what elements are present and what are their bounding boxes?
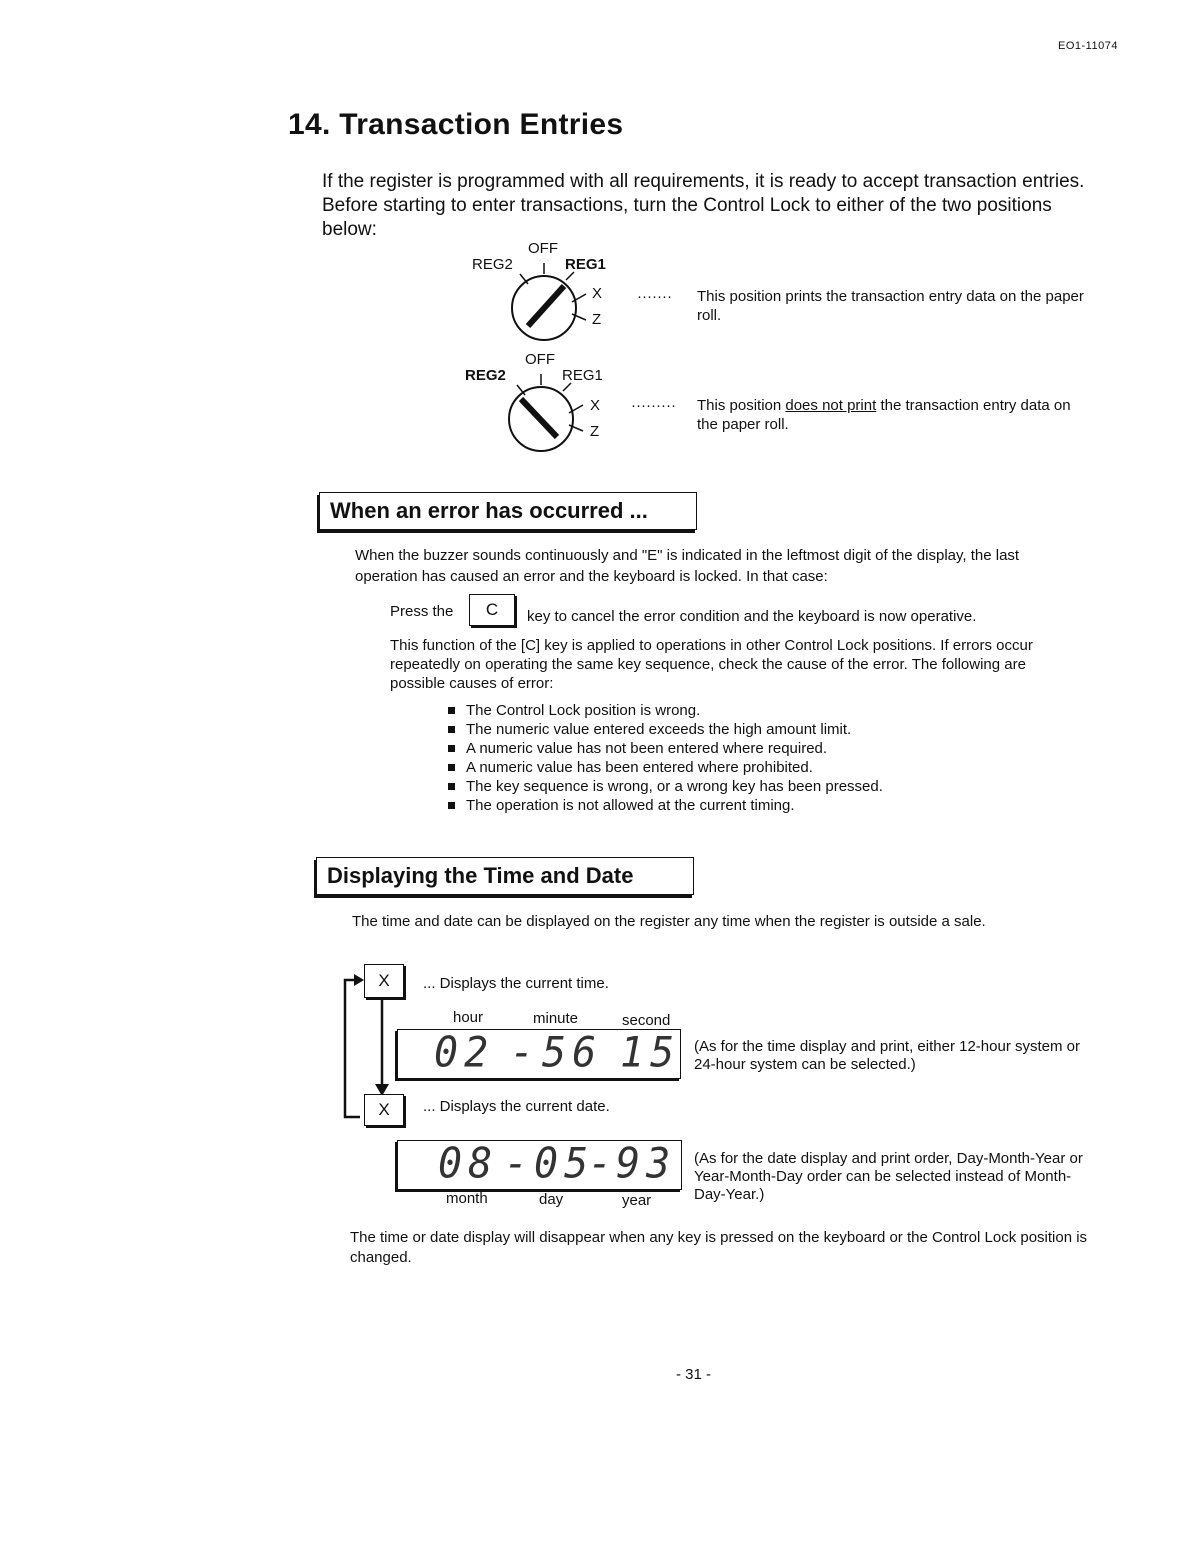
lock-label-reg2: REG2: [465, 367, 506, 384]
leader-dots: ·······: [637, 288, 672, 305]
x-key-icon: X: [364, 1094, 404, 1126]
desc-text: the transaction entry data on the paper roll.: [697, 397, 1071, 433]
lock-label-off: OFF: [525, 351, 555, 368]
lock-dial-icon: [497, 369, 600, 459]
date-label-month: month: [446, 1190, 488, 1207]
error-causes-list: [448, 701, 883, 815]
list-item: The numeric value entered exceeds the high amount limit.: [448, 720, 883, 739]
list-item: The key sequence is wrong, or a wrong key has been pressed.: [448, 777, 883, 796]
lock-label-z: Z: [592, 311, 602, 328]
time-date-intro: The time and date can be displayed on the register any time when the register is outside a sale.: [352, 913, 986, 930]
date-day-digits: 05: [534, 1139, 595, 1189]
date-separator: -: [504, 1139, 535, 1189]
time-separator: -: [510, 1028, 541, 1078]
page-number: - 31 -: [676, 1366, 712, 1383]
leader-dots: ·········: [631, 397, 676, 414]
lock-position-1-description: This position prints the transaction entry data on the paper roll.: [697, 288, 1084, 324]
lock-dial-icon: [500, 258, 603, 348]
press-text-rest: key to cancel the error condition and the keyboard is now operative.: [527, 608, 977, 625]
time-display: [397, 1029, 681, 1079]
error-paragraph: When the buzzer sounds continuously and "E" is indicated in the leftmost digit of the display, the last operation has caused an error and the keyboard is locked. In that case:: [355, 547, 1020, 585]
lock-label-x: X: [590, 397, 601, 414]
error-paragraph-2: This function of the [C] key is applied to operations in other Control Lock positions. If errors occur repeatedly on operating the same key sequence, check the cause of the error. The following are possible causes of error:: [390, 637, 1033, 692]
time-label-hour: hour: [453, 1009, 484, 1026]
lock-label-reg2: REG2: [472, 256, 513, 273]
lock-label-x: X: [592, 285, 603, 302]
date-label-day: day: [539, 1191, 564, 1208]
list-item: The Control Lock position is wrong.: [448, 701, 883, 720]
list-item: A numeric value has not been entered where required.: [448, 739, 883, 758]
x-key-icon: X: [364, 964, 404, 998]
lock-label-z: Z: [590, 423, 600, 440]
time-hour-digits: 02: [434, 1028, 495, 1078]
error-section-heading: When an error has occurred ...: [319, 492, 697, 530]
press-text: Press the: [390, 603, 454, 620]
desc-emphasis: does not print: [785, 397, 877, 414]
time-minute-digits: 56: [542, 1028, 603, 1078]
lock-label-reg1: REG1: [565, 256, 606, 273]
date-separator: -: [588, 1139, 619, 1189]
time-label-second: second: [622, 1012, 671, 1029]
date-display: [397, 1140, 682, 1190]
list-item: The operation is not allowed at the current timing.: [448, 796, 883, 815]
time-label-minute: minute: [533, 1010, 579, 1027]
desc-text: This position: [697, 397, 786, 414]
document-code: EO1-11074: [1058, 40, 1118, 52]
time-second-digits: 15: [620, 1028, 681, 1078]
time-date-section-heading: Displaying the Time and Date: [316, 857, 694, 895]
lock-position-2-description: [697, 396, 1092, 434]
time-note: (As for the time display and print, either 12-hour system or 24-hour system can be selected.): [694, 1038, 1081, 1073]
date-month-digits: 08: [438, 1139, 499, 1189]
lock-label-off: OFF: [528, 240, 558, 257]
list-item: A numeric value has been entered where prohibited.: [448, 758, 883, 777]
time-caption: ... Displays the current time.: [423, 975, 609, 992]
date-note: (As for the date display and print order, Day-Month-Year or Year-Month-Day order can be selected instead of Month-Day-Year.): [694, 1150, 1083, 1203]
lock-label-reg1: REG1: [562, 367, 603, 384]
c-key-icon: C: [469, 594, 515, 626]
page-title: 14. Transaction Entries: [288, 108, 624, 141]
date-year-digits: 93: [616, 1139, 677, 1189]
date-caption: ... Displays the current date.: [423, 1098, 610, 1115]
date-label-year: year: [622, 1192, 652, 1209]
intro-paragraph: If the register is programmed with all requirements, it is ready to accept transaction entries. Before starting to enter transactions, turn the Control Lock to either of the two positions below:: [322, 171, 1085, 240]
time-date-footer: The time or date display will disappear when any key is pressed on the keyboard or the Control Lock position is changed.: [350, 1229, 1088, 1266]
